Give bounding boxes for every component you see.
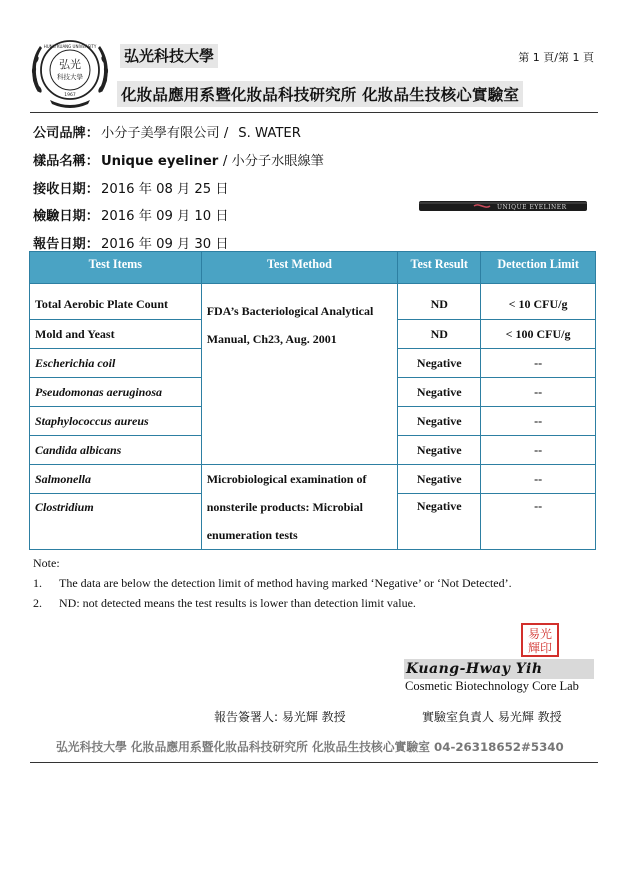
- table-header-row: [30, 252, 596, 284]
- received-date-row: [33, 178, 229, 197]
- report-date-value: 2016 年 09 月 30 日: [100, 237, 229, 252]
- test-method: Microbiological examination of nonsterile products: Microbial enumeration tests: [201, 465, 398, 550]
- note-item: [33, 596, 416, 611]
- footer-contact: 弘光科技大學 化妝品應用系暨化妝品科技研究所 化妝品生技核心實驗室 04-26318652#5340: [56, 740, 564, 754]
- institute-name: 化妝品應用系暨化妝品科技研究所 化妝品生技核心實驗室: [117, 81, 523, 107]
- test-result: Negative: [398, 378, 481, 407]
- core-lab-name: Cosmetic Biotechnology Core Lab: [405, 679, 579, 693]
- header-test-items: Test Items: [30, 252, 202, 284]
- report-date-row: [33, 233, 229, 252]
- product-label-text: UNIQUE EYELINER: [497, 204, 567, 211]
- test-item: Total Aerobic Plate Count: [30, 291, 202, 320]
- detection-limit: --: [481, 494, 596, 550]
- header-test-result: Test Result: [398, 252, 481, 284]
- logo-middle-text: 科技大學: [57, 73, 83, 81]
- detection-limit: < 100 CFU/g: [481, 320, 596, 349]
- test-item: Clostridium: [30, 494, 202, 550]
- table-row: [30, 291, 596, 320]
- test-item: Escherichia coil: [30, 349, 202, 378]
- note-number: 2.: [33, 596, 42, 610]
- test-result: Negative: [398, 494, 481, 550]
- company-brand-value: 小分子美學有限公司 /: [100, 126, 229, 141]
- test-item: Staphylococcus aureus: [30, 407, 202, 436]
- sample-name-value: Unique eyeliner: [100, 154, 219, 169]
- company-brand-row: [33, 122, 301, 141]
- test-result: ND: [398, 291, 481, 320]
- test-item: Salmonella: [30, 465, 202, 494]
- test-result: Negative: [398, 407, 481, 436]
- eyeliner-product-image: [419, 197, 587, 215]
- university-name: 弘光科技大學: [120, 44, 218, 68]
- test-date-row: [33, 205, 229, 224]
- detection-limit: --: [481, 378, 596, 407]
- test-result: Negative: [398, 436, 481, 465]
- table-row: [30, 465, 596, 494]
- test-results-table: [29, 251, 596, 550]
- sample-name-label: 樣品名稱：: [33, 154, 99, 169]
- university-logo: [28, 32, 112, 110]
- notes-title: Note:: [33, 556, 60, 570]
- red-seal-stamp: [521, 623, 559, 657]
- page-number: 第 1 頁/第 1 頁: [518, 51, 594, 64]
- header-detection-limit: Detection Limit: [481, 252, 596, 284]
- detection-limit: --: [481, 407, 596, 436]
- report-date-label: 報告日期：: [33, 237, 99, 252]
- test-result: Negative: [398, 349, 481, 378]
- lab-head: 實驗室負責人 易光輝 教授: [422, 710, 562, 724]
- detection-limit: < 10 CFU/g: [481, 291, 596, 320]
- company-brand-label: 公司品牌：: [33, 126, 99, 141]
- header-divider: [30, 112, 598, 113]
- detection-limit: --: [481, 465, 596, 494]
- logo-year-text: 1967: [64, 93, 76, 98]
- logo-ring-text: HUNG KUANG UNIVERSITY: [43, 44, 97, 49]
- sample-name-value2: / 小分子水眼線筆: [222, 154, 324, 169]
- logo-top-text: 弘光: [59, 58, 81, 71]
- test-item: Candida albicans: [30, 436, 202, 465]
- seal-text-bottom: 輝印: [527, 641, 553, 655]
- test-item: Pseudomonas aeruginosa: [30, 378, 202, 407]
- note-text: ND: not detected means the test results is lower than detection limit value.: [59, 596, 416, 610]
- note-item: [33, 576, 512, 591]
- test-item: Mold and Yeast: [30, 320, 202, 349]
- detection-limit: --: [481, 436, 596, 465]
- signature-name: Kuang-Hway Yih: [404, 659, 594, 679]
- company-brand-value2: S. WATER: [238, 126, 301, 141]
- test-method: FDA’s Bacteriological Analytical Manual, Ch23, Aug. 2001: [201, 291, 398, 465]
- header-test-method: Test Method: [201, 252, 398, 284]
- note-text: The data are below the detection limit of method having marked ‘Negative’ or ‘Not Detected’.: [59, 576, 512, 590]
- test-result: ND: [398, 320, 481, 349]
- test-result: Negative: [398, 465, 481, 494]
- test-date-label: 檢驗日期：: [33, 209, 99, 224]
- seal-text-top: 易光: [527, 627, 553, 641]
- footer-divider: [30, 762, 598, 763]
- sample-name-row: [33, 150, 324, 169]
- detection-limit: --: [481, 349, 596, 378]
- test-date-value: 2016 年 09 月 10 日: [100, 209, 229, 224]
- note-number: 1.: [33, 576, 42, 590]
- report-signer: 報告簽署人: 易光輝 教授: [214, 710, 346, 724]
- received-date-label: 接收日期：: [33, 182, 99, 197]
- received-date-value: 2016 年 08 月 25 日: [100, 182, 229, 197]
